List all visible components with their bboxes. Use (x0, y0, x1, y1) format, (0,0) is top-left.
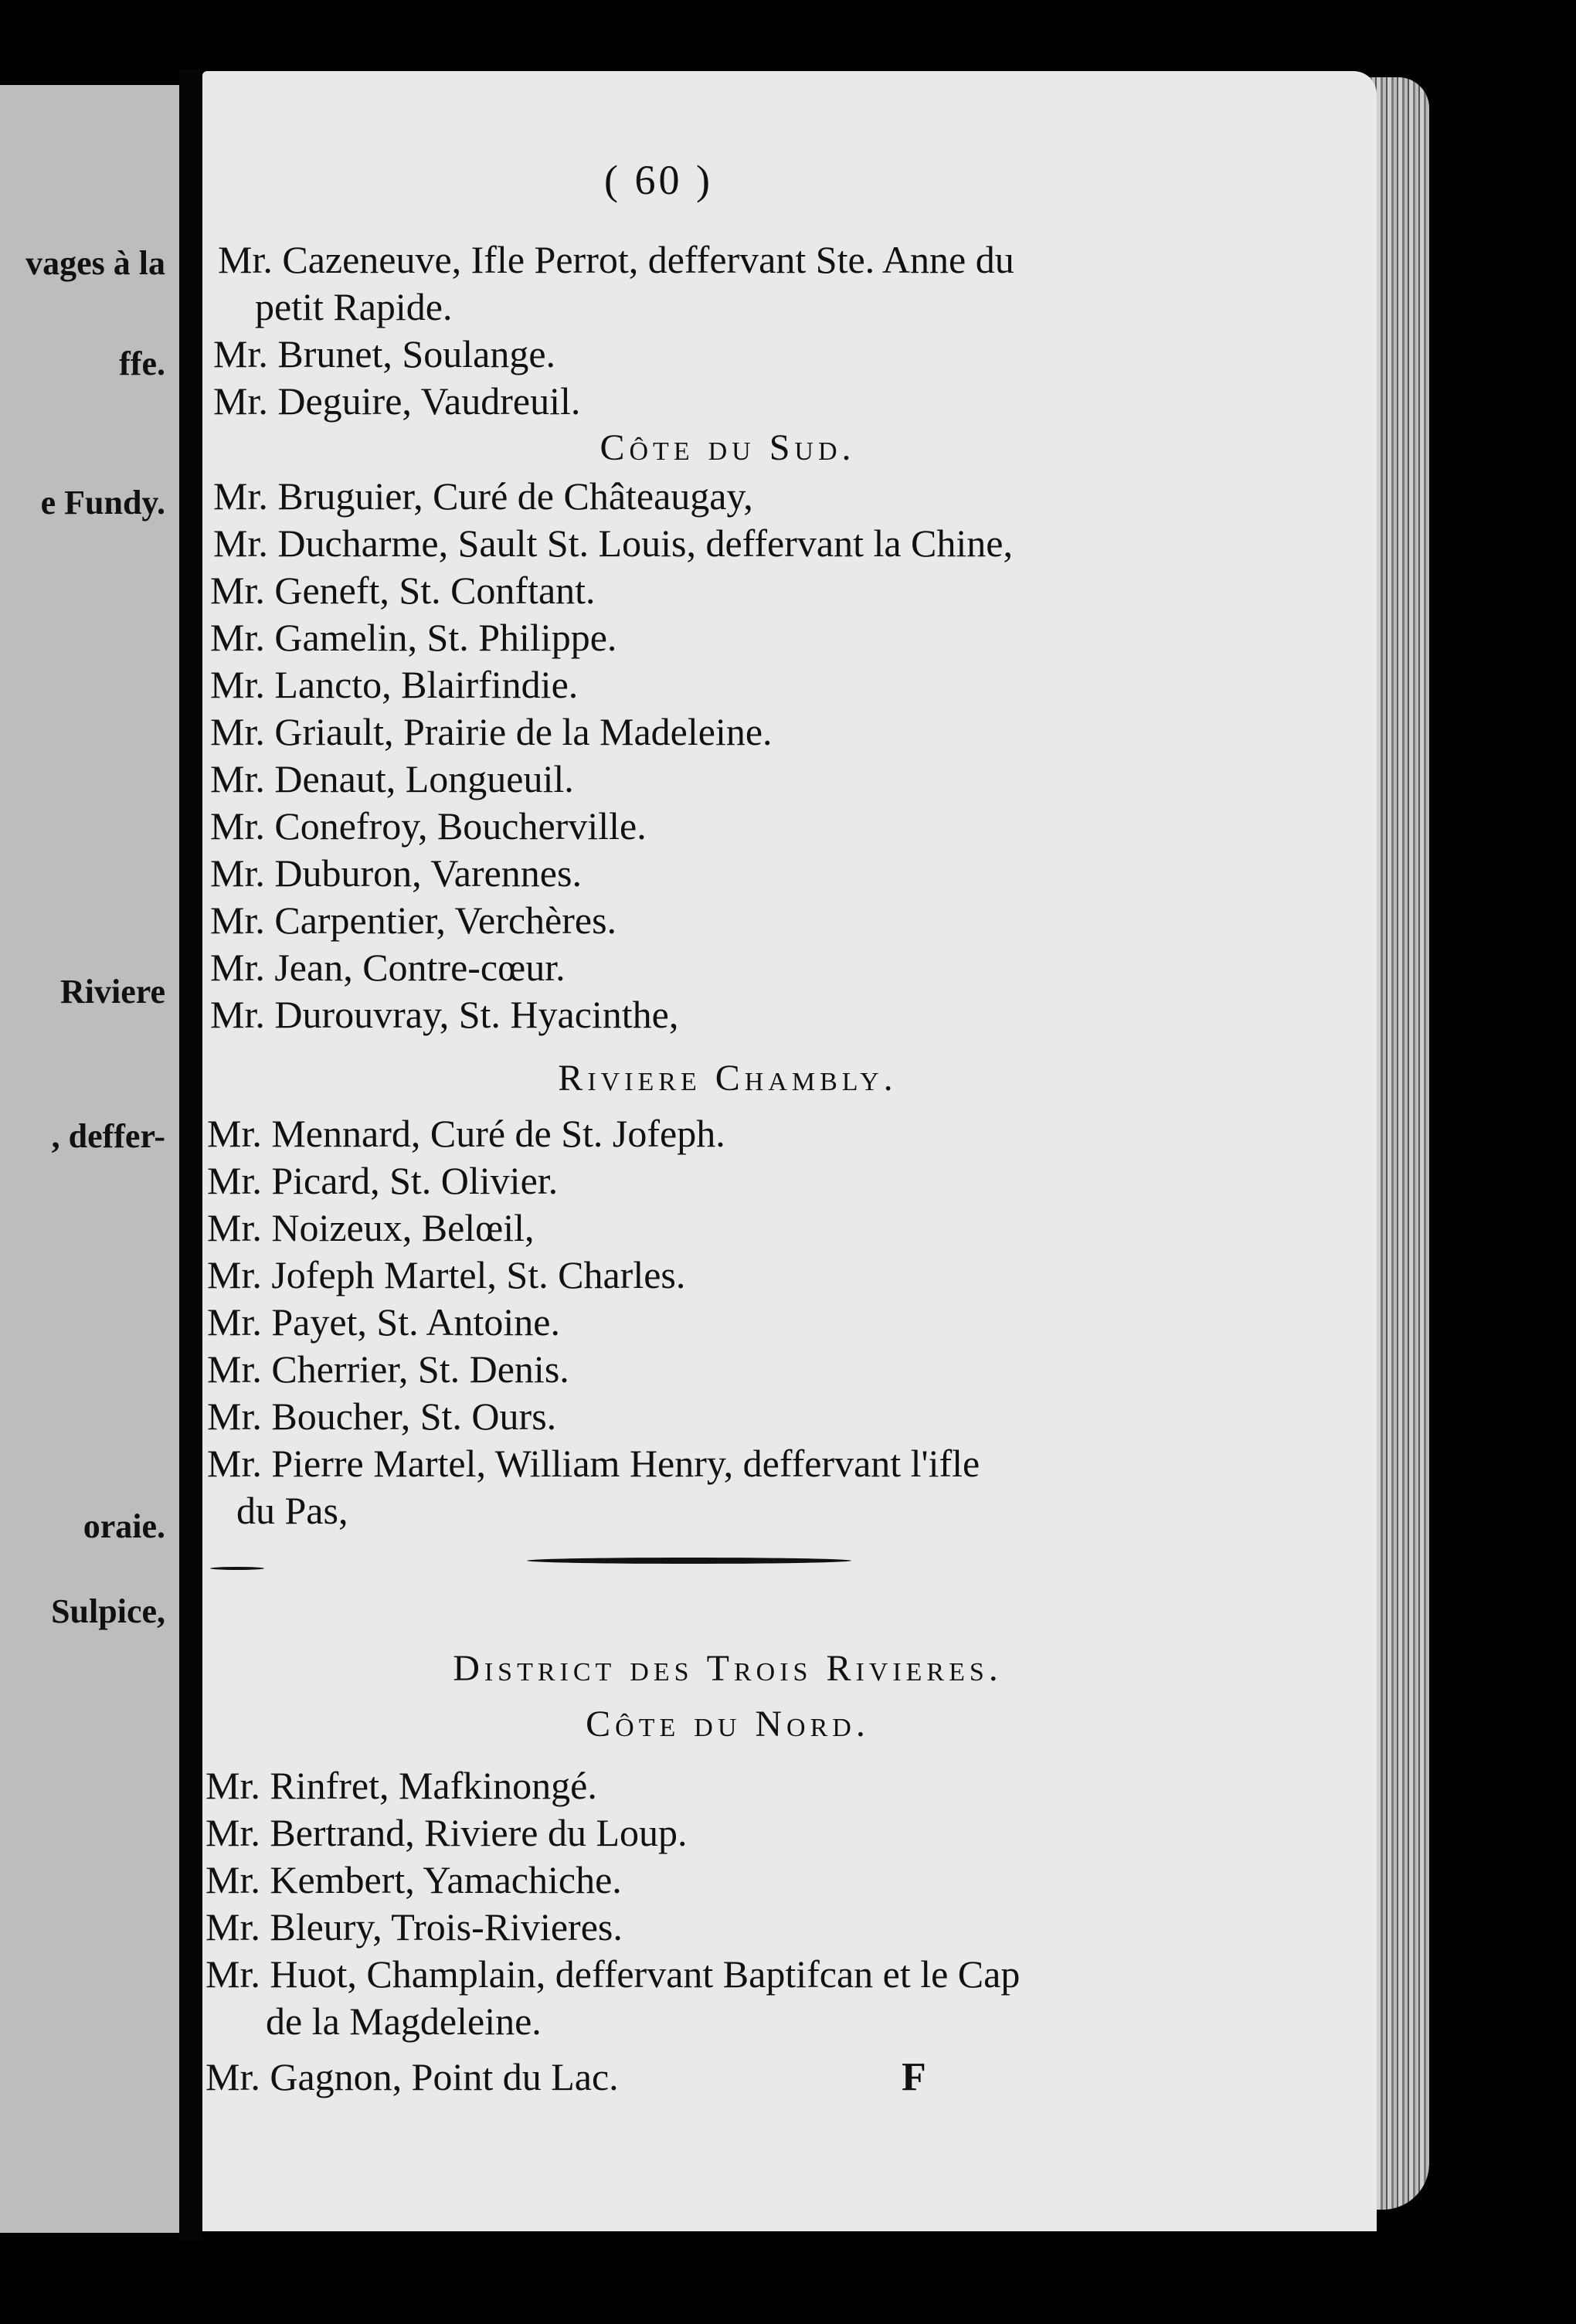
text-line: Mr. Cazeneuve, Ifle Perrot, deffervant Ste. Anne du (218, 238, 1014, 281)
book-spine (179, 70, 202, 2241)
text-line: Mr. Duburon, Varennes. (210, 851, 582, 895)
heading-cote-sud: Côte du Sud. (599, 427, 856, 468)
text-line: Mr. Durouvray, St. Hyacinthe, (210, 993, 679, 1036)
text-line: Mr. Bleury, Trois-Rivieres. (205, 1905, 623, 1949)
left-fragment: e Fundy. (40, 484, 165, 522)
text-line: Mr. Jean, Contre-cœur. (210, 946, 566, 989)
text-line: Mr. Brunet, Soulange. (213, 332, 556, 375)
heading-cote-nord: Côte du Nord. (586, 1704, 870, 1745)
left-page-fragment (0, 85, 179, 2233)
text-line: du Pas, (236, 1489, 348, 1532)
text-line: Mr. Payet, St. Antoine. (207, 1300, 560, 1344)
text-line: Mr. Lancto, Blairfindie. (210, 663, 579, 706)
text-line: Mr. Geneft, St. Conftant. (210, 569, 596, 612)
text-line: Mr. Picard, St. Olivier. (207, 1159, 559, 1202)
text-line: Mr. Noizeux, Belœil, (207, 1206, 535, 1249)
text-line: Mr. Huot, Champlain, deffervant Baptifcan et le Cap (205, 1952, 1021, 1996)
text-line: Mr. Kembert, Yamachiche. (205, 1858, 622, 1901)
text-line: Mr. Pierre Martel, William Henry, deffervant l'ifle (207, 1442, 980, 1485)
text-line: petit Rapide. (255, 285, 453, 328)
text-line: Mr. Conefroy, Boucherville. (210, 804, 647, 848)
text-line: Mr. Gagnon, Point du Lac. (205, 2055, 619, 2098)
left-fragment: vages à la (25, 244, 165, 282)
text-line: Mr. Rinfret, Mafkinongé. (205, 1764, 597, 1807)
left-fragment: Riviere (59, 973, 165, 1011)
text-line: Mr. Carpentier, Verchères. (210, 899, 617, 942)
text-line: Mr. Boucher, St. Ours. (207, 1395, 557, 1438)
section-divider (527, 1558, 851, 1564)
text-line: Mr. Deguire, Vaudreuil. (213, 379, 581, 423)
text-line: Mr. Mennard, Curé de St. Jofeph. (207, 1112, 725, 1155)
text-line: Mr. Griault, Prairie de la Madeleine. (210, 710, 773, 753)
left-fragment: oraie. (83, 1507, 165, 1545)
text-line: Mr. Gamelin, St. Philippe. (210, 616, 617, 659)
book-page (202, 71, 1377, 2231)
text-line: Mr. Cherrier, St. Denis. (207, 1347, 569, 1391)
text-line: Mr. Bertrand, Riviere du Loup. (205, 1811, 688, 1854)
text-line: Mr. Bruguier, Curé de Châteaugay, (213, 474, 753, 518)
heading-riviere-chambly: Riviere Chambly. (558, 1058, 898, 1099)
text-line: Mr. Denaut, Longueuil. (210, 757, 574, 800)
left-fragment: ffe. (119, 345, 165, 382)
text-line: Mr. Jofeph Martel, St. Charles. (207, 1253, 686, 1296)
text-line: de la Magdeleine. (266, 2000, 542, 2043)
left-fragment: , deffer- (51, 1117, 165, 1155)
section-divider-stub (210, 1567, 264, 1570)
text-line: Mr. Ducharme, Sault St. Louis, deffervant la Chine, (213, 522, 1013, 565)
heading-district: District des Trois Rivieres. (453, 1648, 1003, 1689)
left-fragment: Sulpice, (51, 1592, 165, 1630)
signature-mark: F (902, 2055, 926, 2099)
page-number: ( 60 ) (604, 157, 713, 203)
